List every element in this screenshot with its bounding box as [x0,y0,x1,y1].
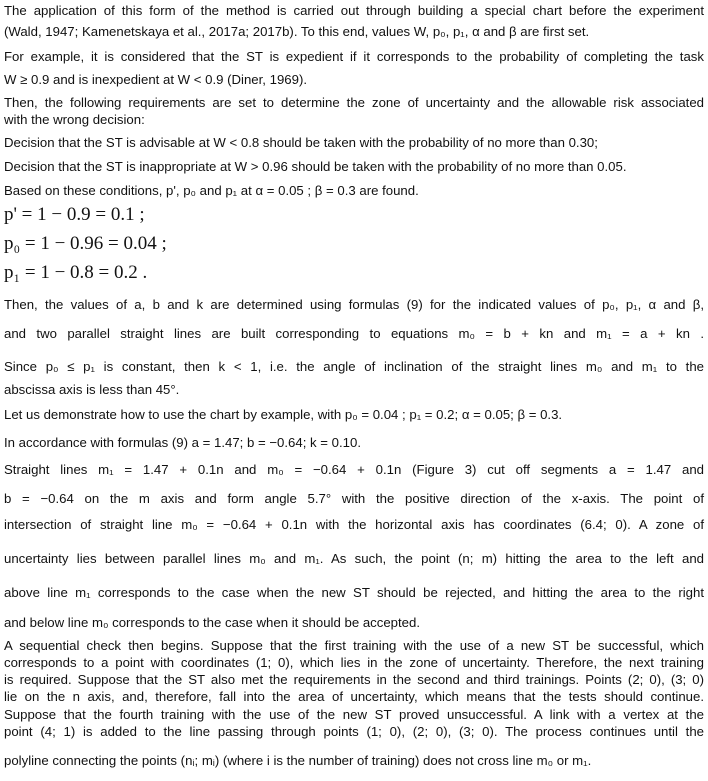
equation-p-prime: p' = 1 − 0.9 = 0.1 ; [4,204,145,225]
paragraph-line: Let us demonstrate how to use the chart by example, with p₀ = 0.04 ; p₁ = 0.2; α = 0.05; β = 0.3. [4,407,563,422]
paragraph-line: is required. Suppose that the ST also met the requirements in the second and third trainings. Points (2; 0), (3; 0) [4,672,704,687]
paragraph-line: b = −0.64 on the m axis and form angle 5.7° with the positive direction of the x-axis. The point of [4,491,704,506]
paragraph-line: Decision that the ST is advisable at W < 0.8 should be taken with the probability of no more than 0.30; [4,135,598,150]
paragraph-line: Since p₀ ≤ p₁ is constant, then k < 1, i.e. the angle of inclination of the straight lines m₀ and m₁ to the [4,359,704,374]
paragraph-line: above line m₁ corresponds to the case when the new ST should be rejected, and hitting the area to the right [4,585,704,600]
paragraph-line: For example, it is considered that the ST is expedient if it corresponds to the probability of completing the task [4,49,704,64]
paragraph-line: Then, the following requirements are set to determine the zone of uncertainty and the allowable risk associated [4,95,704,110]
paragraph-line: polyline connecting the points (nᵢ; mᵢ) (where i is the number of training) does not cross line m₀ or m₁. [4,753,592,768]
paragraph-line: Based on these conditions, p', p₀ and p₁ at α = 0.05 ; β = 0.3 are found. [4,183,419,198]
paragraph-line: corresponds to a point with coordinates (1; 0), which lies in the zone of uncertainty. Therefore, the next training [4,655,704,670]
paragraph-line: and below line m₀ corresponds to the case when it should be accepted. [4,615,421,630]
paragraph-line: point (4; 1) is added to the line passing through points (1; 0), (2; 0), (3; 0). The process continues until the [4,724,704,739]
equation-p1: p₁ = 1 − 0.8 = 0.2 . [4,262,148,283]
paragraph-line: with the wrong decision: [4,112,145,127]
paragraph-line: Decision that the ST is inappropriate at W > 0.96 should be taken with the probability of no more than 0.05. [4,159,627,174]
paragraph-line: uncertainty lies between parallel lines m₀ and m₁. As such, the point (n; m) hitting the area to the left and [4,551,704,566]
paragraph-line: Then, the values of a, b and k are determined using formulas (9) for the indicated values of p₀, p₁, α and β, [4,297,704,312]
paragraph-line: In accordance with formulas (9) a = 1.47; b = −0.64; k = 0.10. [4,435,362,450]
paragraph-line: Straight lines m₁ = 1.47 + 0.1n and m₀ = −0.64 + 0.1n (Figure 3) cut off segments a = 1.47 and [4,462,704,477]
paragraph-line: abscissa axis is less than 45°. [4,382,180,397]
paragraph-line: The application of this form of the method is carried out through building a special chart before the experiment [4,3,704,18]
paragraph-line: A sequential check then begins. Suppose that the first training with the use of a new ST be successful, which [4,638,704,653]
paragraph-line: (Wald, 1947; Kamenetskaya et al., 2017a; 2017b). To this end, values W, p₀, p₁, α and β are first set. [4,24,590,39]
paragraph-line: intersection of straight line m₀ = −0.64 + 0.1n with the horizontal axis has coordinates (6.4; 0). A zone of [4,517,704,532]
paragraph-line: and two parallel straight lines are built corresponding to equations m₀ = b + kn and m₁ = a + kn . [4,326,704,341]
paragraph-line: W ≥ 0.9 and is inexpedient at W < 0.9 (Diner, 1969). [4,72,308,87]
paragraph-line: Suppose that the fourth training with the use of the new ST proved unsuccessful. A link with a vertex at the [4,707,704,722]
equation-p0: p₀ = 1 − 0.96 = 0.04 ; [4,233,167,254]
paragraph-line: lie on the n axis, and, therefore, fall into the area of uncertainty, which means that the tests should continue. [4,689,704,704]
